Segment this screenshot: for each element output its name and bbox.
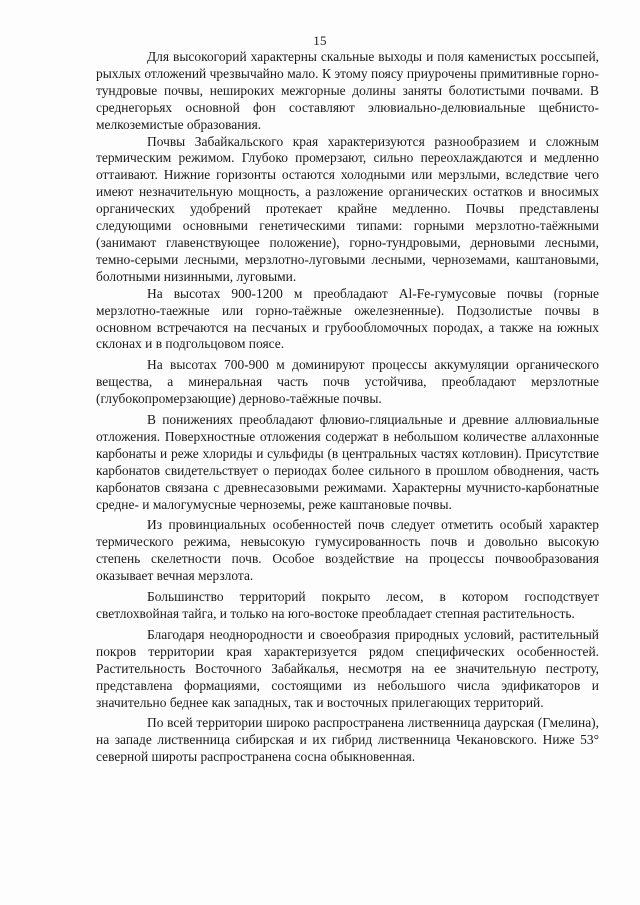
paragraph-provincial-features: Из провинциальных особенностей почв следует отметить особый характер термического режима, невысокую гумусированность почв и довольно высокую степень скелетности почв. Особое воздействие на процессы почвообразования оказывает вечная мерзлота.	[96, 517, 599, 584]
paragraph-soils-overview: Почвы Забайкальского края характеризуются разнообразием и сложным термическим режимом. Глубоко промерзают, сильно переохлаждаются и медленно оттаивают. Нижние горизонты остаются холодными или мерзлыми, вследствие чего имеют незначительную мощность, а разложение органических остатков и вносимых органических удобрений протекает крайне медленно. Почвы представлены следующими основными генетическими типами: горными мерзлотно-таёжными (занимают главенствующее положение), горно-тундровыми, дерновыми лесными, темно-серыми лесными, мерзлотно-луговыми лесными, черноземами, каштановыми, болотными низинными, луговыми.	[96, 133, 599, 284]
paragraph-larch-distribution: По всей территории широко распространена лиственница даурская (Гмелина), на западе лиственница сибирская и их гибрид лиственница Чекановского. Ниже 53° северной широты распространена сосна обыкновенная.	[96, 715, 599, 765]
page-number: 15	[313, 33, 327, 48]
paragraph-high-mountains: Для высокогорий характерны скальные выходы и поля каменистых россыпей, рыхлых отложений чрезвычайно мало. К этому поясу приурочены примитивные горно-тундровые почвы, нешироких межгорные долины заняты болотистыми почвами. В среднегорьях основной фон составляют элювиально-делювиальные щебнисто-мелкоземистые образования.	[96, 49, 599, 132]
paragraph-altitude-700-900: На высотах 700-900 м доминируют процессы аккумуляции органического вещества, а минеральная часть почв устойчива, преобладают мерзлотные (глубокопромерзающие) дерново-таёжные почвы.	[96, 357, 599, 407]
paragraph-vegetation: Благодаря неоднородности и своеобразия природных условий, растительный покров территории края характеризуется рядом специфических особенностей. Растительность Восточного Забайкалья, несмотря на ее значительную пестроту, представлена формациями, состоящими из небольшого числа эдификаторов и значительно беднее как западных, так и восточных прилегающих территорий.	[96, 626, 599, 710]
body-text	[96, 49, 599, 766]
paragraph-forest-cover: Большинство территорий покрыто лесом, в котором господствует светлохвойная тайга, и только на юго-востоке преобладает степная растительность.	[96, 589, 599, 621]
paragraph-altitude-900-1200: На высотах 900-1200 м преобладают Al-Fe-гумусовые почвы (горные мерзлотно-таежные или горно-таёжные ожелезненные). Подзолистые почвы в основном встречаются на песчаных и грубообломочных породах, а также на южных склонах и в подгольцовом поясе.	[96, 285, 599, 352]
paragraph-depressions: В понижениях преобладают флювио-гляциальные и древние аллювиальные отложения. Поверхностные отложения содержат в небольшом количестве аллахонные карбонаты и реже хлориды и сульфиды (в центральных частях котловин). Присутствие карбонатов свидетельствует о периодах более сильного в прошлом обводнения, часть карбонатов связана с древнесазовыми режимами. Характерны мучнисто-карбонатные средне- и малогумусные черноземы, реже каштановые почвы.	[96, 412, 599, 512]
